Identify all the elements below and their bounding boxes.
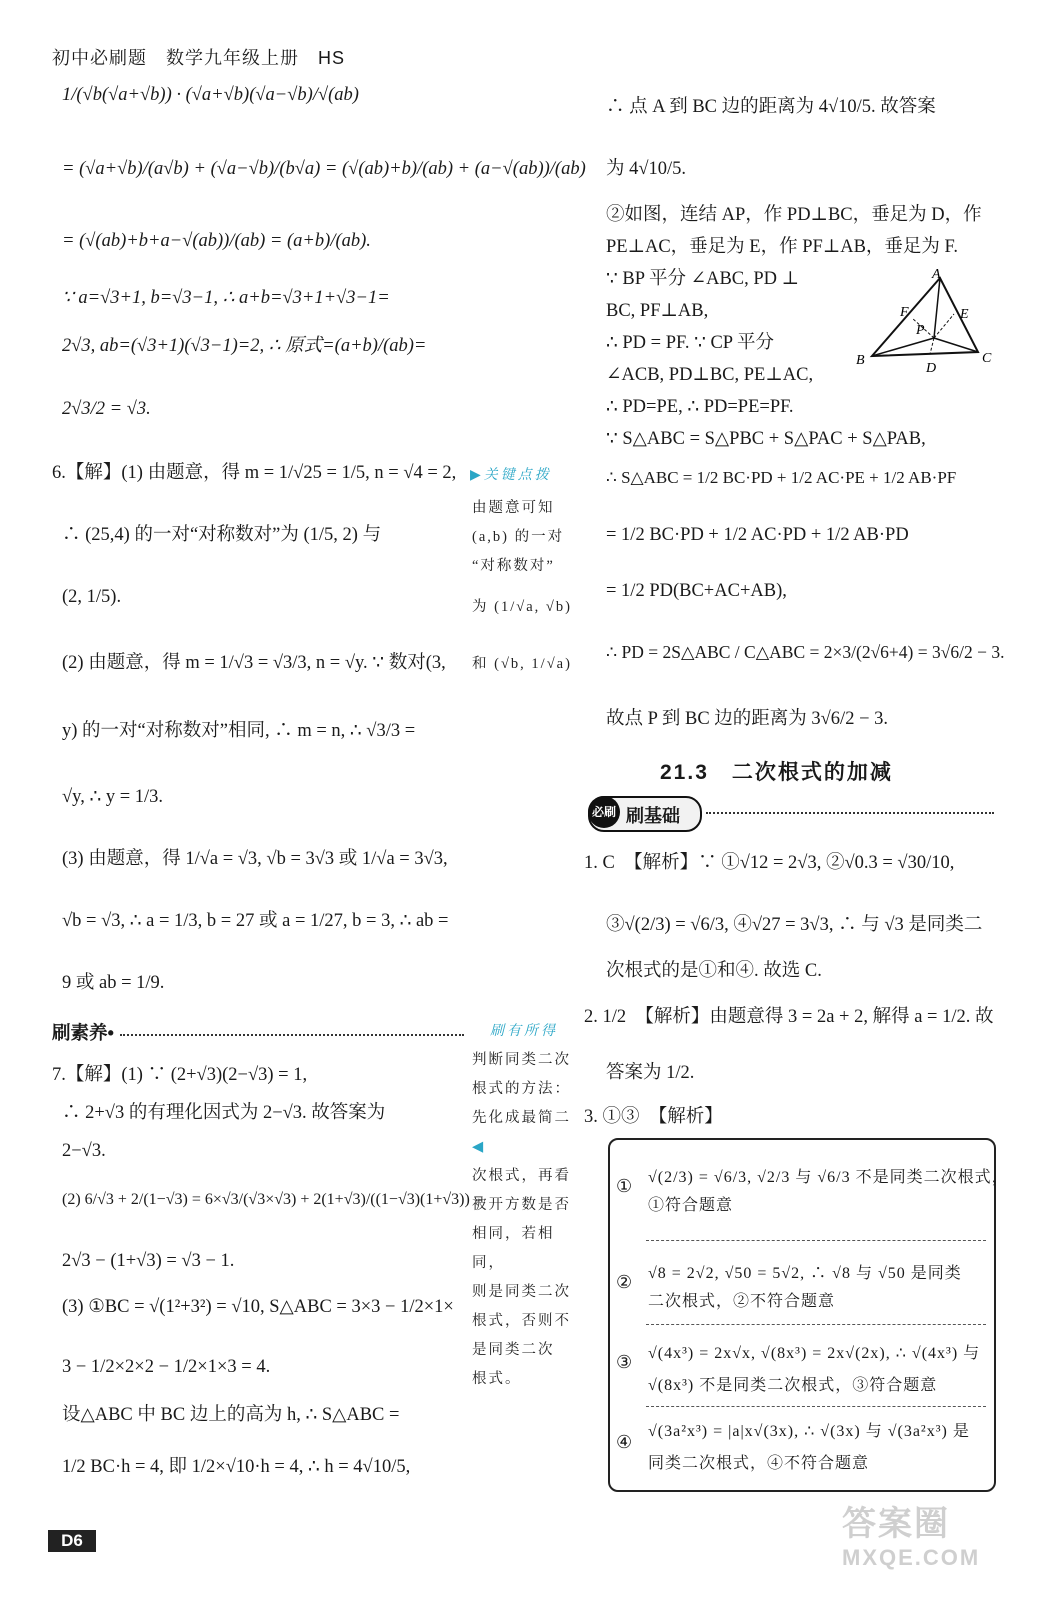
side-note-line: 先化成最简二◀ [472,1110,571,1155]
problem-6-line: 6.【解】(1) 由题意，得 m = 1/√25 = 1/5, n = √4 = 2, [52,463,457,483]
left-line: 1/2 BC·h = 4, 即 1/2×√10·h = 4, ∴ h = 4√10/5, [62,1457,411,1477]
row-text: √8 = 2√2, √50 = 5√2, ∴ √8 与 √50 是同类 [648,1265,962,1282]
side-note-line: 根式的方法： [472,1081,571,1097]
side-note-gain [472,1046,576,1394]
row-number: ④ [616,1432,633,1452]
right-line: 故点 P 到 BC 边的距离为 3√6/2 − 3. [606,709,889,729]
left-line: ∵ a=√3+1, b=√3−1, ∴ a+b=√3+1+√3−1= [62,288,390,308]
dotted-divider [706,812,994,814]
right-line: ∴ S△ABC = 1/2 BC·PD + 1/2 AC·PE + 1/2 AB·PF [606,468,957,487]
label-d: D [926,361,937,376]
label-c: C [982,351,992,366]
left-line: 1/(√b(√a+√b)) · (√a+√b)(√a−√b)/√(ab) [62,85,359,105]
triangle-arrow-icon: ◀ [472,1139,486,1155]
label-p: P [916,323,925,338]
right-line: ∴ PD = PF. ∵ CP 平分 [606,333,775,353]
dashed-divider [646,1240,986,1241]
left-line: (2, 1/5). [62,587,122,607]
left-line: y) 的一对“对称数对”相同, ∴ m = n, ∴ √3/3 = [62,721,416,741]
left-line: 2√3, ab=(√3+1)(√3−1)=2, ∴ 原式=(a+b)/(ab)= [62,336,427,356]
side-note-line: (a,b) 的一对 [472,529,565,545]
right-line: = 1/2 PD(BC+AC+AB), [606,581,787,601]
row-text: 同类二次根式，④不符合题意 [648,1455,870,1472]
right-line: ∠ACB, PD⊥BC, PE⊥AC, [606,365,814,385]
triangle-figure [850,266,1000,376]
left-line: 2√3/2 = √3. [62,399,151,419]
side-note-line: 则是同类二次 [472,1284,571,1300]
side-note-line: 根式，否则不 [472,1313,571,1329]
row-text: √(8x³) 不是同类二次根式，③符合题意 [648,1377,938,1394]
right-line: ②如图，连结 AP，作 PD⊥BC，垂足为 D，作 [606,205,982,225]
left-line: = (√(ab)+b+a−√(ab))/(ab) = (a+b)/(ab). [62,231,371,251]
segment-ap [934,278,940,338]
left-line: √y, ∴ y = 1/3. [62,787,164,807]
row-text: 二次根式，②不符合题意 [648,1293,836,1310]
side-note-line: 判断同类二次 [472,1052,571,1068]
label-e: E [960,307,969,322]
answer-3-line: 3. ①③ 【解析】 [584,1107,723,1127]
right-line: ∴ PD=PE, ∴ PD=PE=PF. [606,397,794,417]
label-a: A [932,267,941,282]
problem-7-line: 7.【解】(1) ∵ (2+√3)(2−√3) = 1, [52,1065,308,1085]
row-number: ② [616,1272,633,1292]
side-note-line: 相同，若相同， [472,1226,555,1271]
right-line: BC, PF⊥AB, [606,301,709,321]
right-line: 答案为 1/2. [606,1063,695,1083]
left-line: 2−√3. [62,1141,106,1161]
watermark-text: MXQE.COM [842,1545,981,1570]
section-badge [588,796,702,832]
right-line: ③√(2/3) = √6/3, ④√27 = 3√3, ∴ 与 √3 是同类二 [606,915,983,935]
dashed-divider [646,1406,986,1407]
page-number: D6 [48,1530,96,1552]
row-text: √(4x³) = 2x√x, √(8x³) = 2x√(2x), ∴ √(4x³) 与 [648,1345,981,1362]
side-note-line: 为 (1/√a, √b) [472,599,572,615]
dashed-divider [646,1324,986,1325]
right-line: 次根式的是①和④. 故选 C. [606,961,822,981]
row-text: ①符合题意 [648,1197,734,1214]
segment-pe [934,314,954,338]
left-line: 3 − 1/2×2×2 − 1/2×1×3 = 4. [62,1357,271,1377]
watermark-text: 答案圈 [842,1505,950,1543]
section-label-literacy: 刷素养• [52,1022,114,1043]
right-line: ∵ S△ABC = S△PBC + S△PAC + S△PAB, [606,429,926,449]
triangle-arrow-icon: ▶ [470,468,484,483]
side-note-line: “对称数对” [472,558,555,574]
analysis-panel [608,1138,1009,1492]
side-note-line: 根式。 [472,1371,522,1387]
left-line: √b = √3, ∴ a = 1/3, b = 27 或 a = 1/27, b = 3, ∴ ab = [62,911,449,931]
badge-label: 刷基础 [626,806,680,826]
row-number: ③ [616,1352,633,1372]
right-line: = 1/2 BC·PD + 1/2 AC·PD + 1/2 AB·PD [606,525,909,545]
right-line: ∵ BP 平分 ∠ABC, PD ⊥ [606,269,800,289]
left-line: (3) ①BC = √(1²+3²) = √10, S△ABC = 3×3 − 1/2×1× [62,1297,454,1317]
answer-2-line: 2. 1/2 【解析】由题意得 3 = 2a + 2, 解得 a = 1/2. 故 [584,1007,994,1027]
side-tag-gain: 刷有所得 [490,1024,558,1039]
row-text: √(2/3) = √6/3, √2/3 与 √6/3 不是同类二次根式， [648,1169,1009,1186]
right-line: ∴ 点 A 到 BC 边的距离为 4√10/5. 故答案 [606,97,936,117]
left-line: (3) 由题意，得 1/√a = √3, √b = 3√3 或 1/√a = 3√3, [62,849,448,869]
left-line: (2) 由题意，得 m = 1/√3 = √3/3, n = √y. ∵ 数对(3, [62,653,446,673]
side-note-line: 次根式，再看 [472,1168,571,1184]
side-tag-key-point: ▶关键点拨 [470,468,552,483]
right-line: ∴ PD = 2S△ABC / C△ABC = 2×3/(2√6+4) = 3√6/2 − 3. [606,642,1005,662]
pencil-badge-icon: 必刷 [588,796,620,828]
watermark [842,1496,980,1571]
answer-1-line: 1. C 【解析】∵ ①√12 = 2√3, ②√0.3 = √30/10, [584,853,955,873]
row-number: ① [616,1176,633,1196]
left-line: 2√3 − (1+√3) = √3 − 1. [62,1251,235,1271]
right-line: 为 4√10/5. [606,159,687,179]
label-b: B [856,353,865,368]
side-note-line: 是同类二次 [472,1342,555,1358]
section-title: 21.3 二次根式的加减 [660,761,893,784]
dotted-divider [120,1034,464,1036]
left-line: ∴ 2+√3 的有理化因式为 2−√3. 故答案为 [62,1103,386,1123]
segment-pd [930,338,934,354]
left-line: 9 或 ab = 1/9. [62,973,165,993]
left-line: = (√a+√b)/(a√b) + (√a−√b)/(b√a) = (√(ab)+b)/(ab) + (a−√(ab))/(ab) [62,159,586,179]
row-text: √(3a²x³) = |a|x√(3x), ∴ √(3x) 与 √(3a²x³) 是 [648,1423,970,1440]
side-note-line: 由题意可知 [472,500,555,516]
left-line: (2) 6/√3 + 2/(1−√3) = 6×√3/(√3×√3) + 2(1+√3)/((1−√3)(1+√3)) = [62,1191,483,1208]
page-header: 初中必刷题 数学九年级上册 HS [52,48,346,68]
label-f: F [900,305,909,320]
left-line: 设△ABC 中 BC 边上的高为 h, ∴ S△ABC = [62,1405,400,1425]
left-line: ∴ (25,4) 的一对“对称数对”为 (1/5, 2) 与 [62,525,382,545]
side-note-line: 和 (√b, 1/√a) [472,656,572,672]
side-note-key-point [472,494,576,679]
right-line: PE⊥AC，垂足为 E，作 PF⊥AB，垂足为 F. [606,237,958,257]
side-note-line: 被开方数是否 [472,1197,571,1213]
